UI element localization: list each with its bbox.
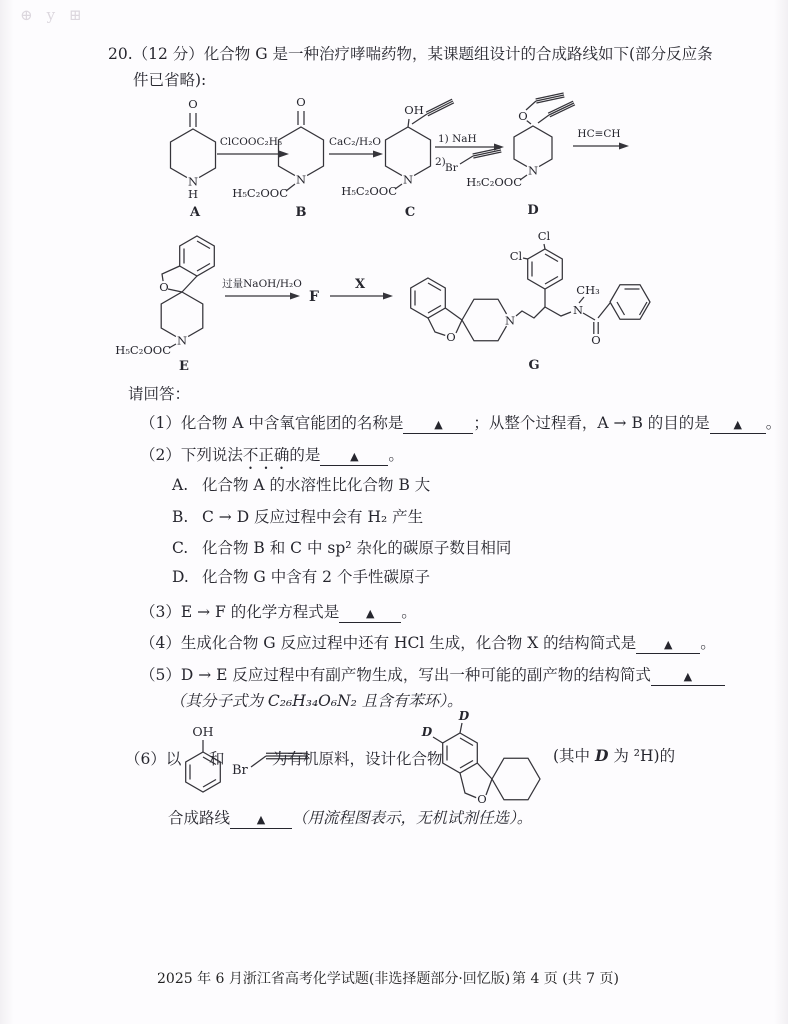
- reagent-nah: 1) NaH: [438, 133, 477, 145]
- q6-note-text: （用流程图表示，无机试剂任选）。: [292, 809, 533, 827]
- carbamate-label: H₅C₂OOC: [341, 184, 397, 198]
- q6-text-c: [553, 746, 675, 766]
- option-a-text: 化合物 A 的水溶性比化合物 B 大: [202, 476, 431, 494]
- reagent-cac2-h2o: CaC₂/H₂O: [328, 136, 382, 148]
- hydroxyl-label: OH: [404, 103, 424, 117]
- compound-e-structure: [115, 236, 214, 374]
- piperidine-n-label: N: [504, 313, 516, 328]
- sub-question-4: [140, 633, 716, 654]
- q1-text-b: ；从整个过程看，A → B 的目的是: [473, 414, 710, 432]
- compound-d-letter: D: [527, 203, 539, 218]
- q6-paren-close: 为 ²H)的: [608, 747, 676, 765]
- stem-text: （12 分）化合物 G 是一种治疗哮喘药物，某课题组设计的合成路线如下(部分反应条: [132, 45, 713, 63]
- circle-plus-icon: ⊕: [20, 6, 47, 24]
- answer-blank: [320, 449, 388, 466]
- compound-g-letter: G: [528, 358, 540, 373]
- option-b-label: B.: [172, 508, 189, 526]
- option-d: [172, 567, 430, 587]
- arrow-f-to-g: [330, 277, 393, 300]
- reagent-clcooc2h5: ClCOOC₂H₅: [219, 136, 283, 148]
- methyl-label: CH₃: [576, 283, 600, 297]
- compound-a-letter: A: [189, 205, 201, 220]
- compound-c-letter: C: [404, 205, 416, 220]
- reagent-step2: 2): [435, 156, 446, 168]
- ring-n-label: N: [176, 333, 188, 348]
- q5-formula-note: （其分子式为 C₂₆H₃₄O₆N₂ 且含有苯环）。: [170, 692, 463, 710]
- answer-blank: [651, 669, 725, 686]
- pen-mark-icon: y: [46, 6, 70, 24]
- compound-b-structure: [232, 95, 323, 220]
- sub-question-1: [140, 413, 781, 434]
- amide-n-label: N: [572, 303, 584, 317]
- q4-text-b: 。: [700, 634, 716, 652]
- blank-triangle: ▲: [733, 418, 743, 431]
- compound-g-structure: [411, 229, 650, 373]
- blank-triangle: ▲: [256, 813, 266, 826]
- hydroxyl-label: OH: [192, 724, 214, 739]
- answer-blank: [403, 417, 473, 434]
- deuterium-label: D: [458, 709, 470, 723]
- arrow-c-to-d: [435, 133, 504, 174]
- footer-exam-title: 2025 年 6 月浙江省高考化学试题(非选择题部分·回忆版): [157, 971, 511, 987]
- answer-blank: [339, 606, 401, 623]
- q6-d-symbol: D: [594, 746, 609, 765]
- chlorine-label: Cl: [537, 229, 551, 243]
- q6-text-a: （6）以: [125, 750, 182, 768]
- option-a-label: A.: [172, 476, 189, 494]
- question-stem-line2: 件已省略):: [133, 71, 207, 89]
- answer-blank: [230, 812, 292, 829]
- deuterated-target-structure: [415, 708, 550, 816]
- option-d-label: D.: [172, 568, 189, 586]
- furan-o-label: O: [159, 280, 169, 294]
- q2-text-a: （2）下列说法: [140, 446, 243, 464]
- compound-e-letter: E: [179, 359, 189, 374]
- ring-n-label: N: [527, 163, 539, 178]
- footer-page-number: 第 4 页 (共 7 页): [512, 971, 619, 987]
- carbamate-label: H₅C₂OOC: [232, 186, 288, 200]
- chlorine-label: Cl: [509, 249, 523, 263]
- question-stem-line1: [108, 44, 713, 64]
- furan-o-label: O: [446, 330, 456, 344]
- ring-n-label: N: [187, 174, 199, 189]
- arrow-e-to-f: [222, 277, 302, 300]
- option-b: [172, 507, 423, 527]
- q6-and-text: 和: [209, 750, 225, 768]
- reagent-acetylene: HC≡CH: [577, 128, 621, 140]
- carbamate-label: H₅C₂OOC: [466, 175, 522, 189]
- blank-triangle: ▲: [434, 418, 443, 431]
- reaction-scheme-row1: [105, 92, 665, 232]
- blank-triangle: ▲: [663, 638, 673, 651]
- blank-triangle: ▲: [683, 670, 693, 683]
- q1-text-c: 。: [765, 414, 782, 432]
- sub-question-2: [140, 445, 404, 473]
- ring-n-label: N: [295, 172, 307, 187]
- sub-question-3: [140, 602, 417, 623]
- answer-blank: [636, 637, 700, 654]
- question-number: 20.: [108, 45, 133, 63]
- answer-blank: [710, 417, 766, 434]
- arrow-b-to-c: [329, 136, 383, 158]
- q6-line2: [168, 808, 532, 829]
- nh-h-label: H: [187, 187, 199, 201]
- carbonyl-o-label: O: [591, 333, 601, 347]
- compound-b-letter: B: [295, 205, 307, 220]
- ring-n-label: N: [402, 172, 414, 187]
- scan-annotation-icons: [20, 6, 96, 24]
- carbonyl-o-label: O: [188, 97, 198, 111]
- q2-text-c: 。: [388, 446, 404, 464]
- grid-plus-icon: ⊞: [69, 6, 96, 24]
- furan-o-label: O: [477, 792, 487, 806]
- bromine-label: Br: [445, 162, 458, 174]
- q2-emphasized-text: 不正确: [242, 446, 290, 464]
- q6-text-b: 为有机原料，设计化合物: [272, 750, 443, 768]
- q2-text-b: 的是: [289, 446, 321, 464]
- option-b-text: C → D 反应过程中会有 H₂ 产生: [202, 508, 424, 526]
- option-c-text: 化合物 B 和 C 中 sp² 杂化的碳原子数目相同: [202, 539, 512, 557]
- q3-text-b: 。: [401, 603, 417, 621]
- blank-triangle: ▲: [365, 607, 375, 620]
- reagent-naoh: 过量NaOH/H₂O: [222, 278, 302, 290]
- option-d-text: 化合物 G 中含有 2 个手性碳原子: [202, 568, 430, 586]
- blank-triangle: ▲: [350, 450, 359, 463]
- q3-text-a: （3）E → F 的化学方程式是: [140, 603, 340, 621]
- reaction-scheme-row2: [115, 228, 683, 393]
- carbamate-label: H₅C₂OOC: [115, 343, 171, 357]
- q5-text-a: （5）D → E 反应过程中有副产物生成，写出一种可能的副产物的结构简式: [140, 666, 651, 684]
- carbonyl-o-label: O: [296, 95, 306, 109]
- answer-prompt: 请回答：: [128, 385, 191, 403]
- q4-text-a: （4）生成化合物 G 反应过程中还有 HCl 生成，化合物 X 的结构简式是: [140, 634, 637, 652]
- deuterium-label: D: [421, 725, 433, 739]
- option-a: [172, 475, 430, 495]
- option-c: [172, 538, 511, 558]
- option-c-label: C.: [172, 539, 189, 557]
- compound-a-structure: [171, 97, 216, 220]
- sub-question-5: [140, 665, 725, 686]
- ether-o-label: O: [518, 109, 528, 123]
- q1-text-a: （1）化合物 A 中含氧官能团的名称是: [140, 414, 404, 432]
- q6-route-text: 合成路线: [168, 809, 231, 827]
- bromine-label: Br: [232, 763, 248, 778]
- arrow-d-onward: [573, 128, 629, 150]
- compound-f-letter: F: [309, 289, 319, 305]
- compound-x-letter: X: [354, 277, 366, 292]
- q6-paren-open: (其中: [553, 747, 595, 765]
